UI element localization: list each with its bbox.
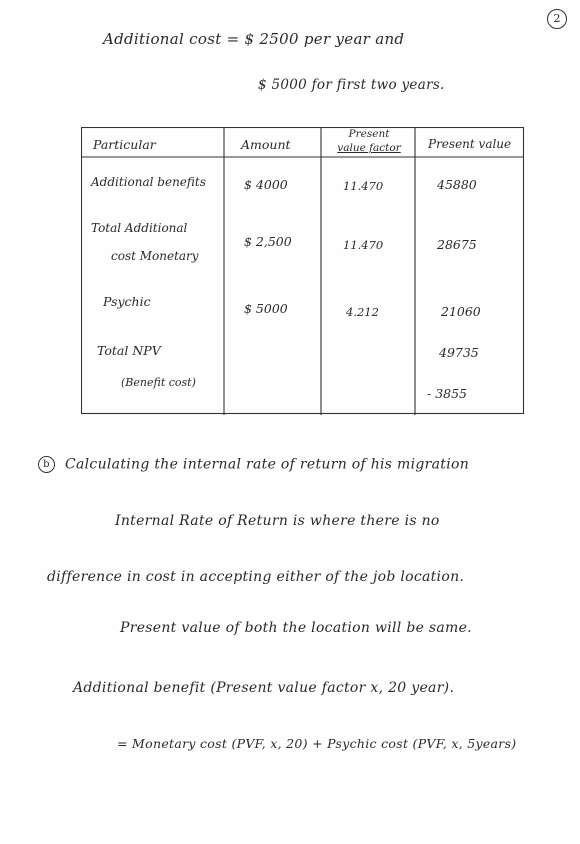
row4-present-value-line2: - 3855 xyxy=(427,386,468,401)
row1-pvf: 11.470 xyxy=(343,179,384,193)
npv-table xyxy=(81,127,525,415)
section-b-heading: Calculating the internal rate of return of his migration xyxy=(65,456,470,473)
row4-particular-line2: (Benefit cost) xyxy=(121,376,196,389)
row3-particular: Psychic xyxy=(103,294,151,309)
row1-present-value: 45880 xyxy=(437,177,477,192)
row2-present-value: 28675 xyxy=(437,237,477,252)
row4-present-value-line1: 49735 xyxy=(439,345,479,360)
header-amount: Amount xyxy=(241,137,291,152)
row4-particular-line1: Total NPV xyxy=(97,343,161,358)
header-pvf-line1: Present xyxy=(348,128,390,140)
section-b-marker: b xyxy=(38,456,55,473)
header-pvf-line2: value factor xyxy=(337,142,401,154)
first-two-years-line: $ 5000 for first two years. xyxy=(258,77,445,93)
row1-particular: Additional benefits xyxy=(91,175,206,189)
row2-pvf: 11.470 xyxy=(343,238,384,252)
table-grid-lines xyxy=(81,127,525,415)
section-b-line1 xyxy=(38,456,469,473)
section-b-line6: = Monetary cost (PVF, x, 20) + Psychic cost (PVF, x, 5years) xyxy=(117,736,517,751)
section-b-line4: Present value of both the location will be same. xyxy=(120,620,472,636)
row3-amount: $ 5000 xyxy=(244,301,288,316)
row2-particular-line1: Total Additional xyxy=(91,221,188,235)
header-present-value: Present value xyxy=(428,137,512,151)
additional-cost-line: Additional cost = $ 2500 per year and xyxy=(103,30,405,48)
section-b-line2: Internal Rate of Return is where there is no xyxy=(115,513,440,529)
row3-pvf: 4.212 xyxy=(346,305,379,319)
row3-present-value: 21060 xyxy=(441,304,481,319)
page-number: 2 xyxy=(547,9,567,29)
row2-amount: $ 2,500 xyxy=(244,234,292,249)
row1-amount: $ 4000 xyxy=(244,177,288,192)
row2-particular-line2: cost Monetary xyxy=(111,249,199,263)
section-b-line3: difference in cost in accepting either of the job location. xyxy=(47,569,465,585)
section-b-line5: Additional benefit (Present value factor x, 20 year). xyxy=(73,680,455,696)
header-particular: Particular xyxy=(93,137,156,152)
